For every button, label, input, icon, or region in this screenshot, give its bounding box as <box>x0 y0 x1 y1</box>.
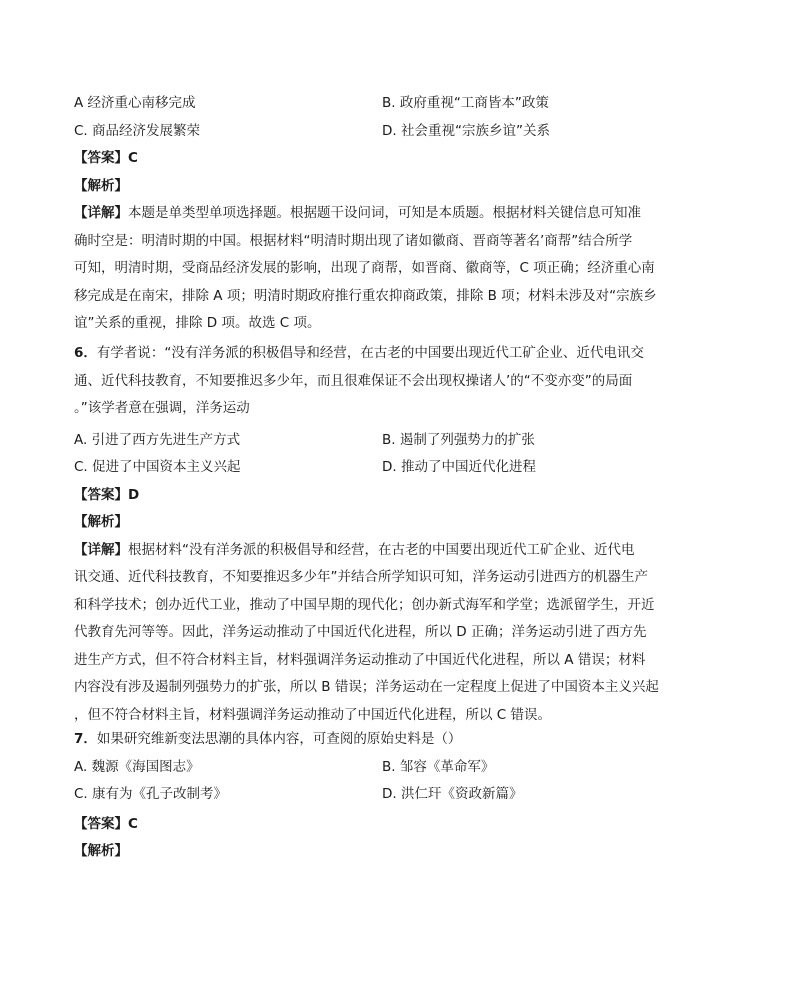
detail-line: 移完成是在南宋，排除 A 项；明清时期政府推行重农抑商政策，排除 B 项；材料未涉及对“宗族乡 <box>74 287 657 304</box>
detail-line: ，但不符合材料主旨，材料强调洋务运动推动了中国近代化进程，所以 C 错误。 <box>74 706 552 723</box>
detail-line: 代教育先河等等。因此，洋务运动推动了中国近代化进程，所以 D 正确；洋务运动引进了西方先 <box>74 624 647 640</box>
detail-line: 进生产方式，但不符合材料主旨，材料强调洋务运动推动了中国近代化进程，所以 A 错误；材料 <box>74 651 646 668</box>
detail-line: 可知，明清时期，受商品经济发展的影响，出现了商帮，如晋商、徽商等，C 项正确；经济重心南 <box>74 260 655 276</box>
stem-line: 。”该学者意在强调，洋务运动 <box>74 400 250 416</box>
options-row-2 <box>74 118 722 146</box>
option-a: A. 魏源《海国图志》 <box>74 758 200 775</box>
question-5 <box>74 90 722 338</box>
option-b: B. 邹容《革命军》 <box>382 758 495 775</box>
analysis-tag: 【解析】 <box>74 177 128 194</box>
analysis-heading <box>74 509 722 537</box>
stem-line: 有学者说：“没有洋务派的积极倡导和经营，在古老的中国要出现近代工矿企业、近代电讯交 <box>96 345 644 361</box>
options-row-1 <box>74 90 722 118</box>
detail-line: 本题是单类型单项选择题。根据题干设问词，可知是本质题。根据材料关键信息可知准 <box>128 205 641 221</box>
option-d: D. 社会重视“宗族乡谊”关系 <box>382 122 550 139</box>
detail-line: 和科学技术；创办近代工业，推动了中国早期的现代化；创办新式海军和学堂；选派留学生，开近 <box>74 596 655 613</box>
answer-line <box>74 811 722 839</box>
stem-line: 通、近代科技教育，不知要推迟多少年，而且很难保证不会出现权操诸人’的“不变亦变”的局面 <box>74 372 633 389</box>
analysis-tag: 【解析】 <box>74 843 128 859</box>
options-row-2 <box>74 781 722 809</box>
detail-paragraph <box>74 537 722 730</box>
detail-line: 谊”关系的重视，排除 D 项。故选 C 项。 <box>74 315 321 331</box>
option-b: B. 遏制了列强势力的扩张 <box>382 431 535 448</box>
option-d: D. 洪仁玕《资政新篇》 <box>382 786 523 802</box>
detail-line: 根据材料“没有洋务派的积极倡导和经营，在古老的中国要出现近代工矿企业、近代电 <box>128 541 635 558</box>
question-stem <box>74 726 722 754</box>
answer-value: D <box>128 486 140 503</box>
detail-tag: 【详解】 <box>74 205 128 221</box>
option-a: A. 引进了西方先进生产方式 <box>74 431 241 448</box>
detail-tag: 【详解】 <box>74 541 128 558</box>
answer-line <box>74 482 722 510</box>
answer-tag: 【答案】 <box>74 486 128 503</box>
options-row-1 <box>74 754 722 782</box>
option-b: B. 政府重视“工商皆本”政策 <box>382 95 549 111</box>
option-a: A 经济重心南移完成 <box>74 95 196 111</box>
detail-paragraph <box>74 200 722 338</box>
question-number: 6． <box>74 345 97 361</box>
answer-line <box>74 145 722 173</box>
question-number: 7． <box>74 731 97 747</box>
analysis-heading <box>74 173 722 201</box>
analysis-heading <box>74 838 722 866</box>
analysis-tag: 【解析】 <box>74 514 128 530</box>
options-row-1 <box>74 427 722 455</box>
detail-line: 确时空是：明清时期的中国。根据材料“明清时期出现了诸如徽商、晋商等著名’商帮”结合所学 <box>74 232 633 249</box>
stem-text: 如果研究维新变法思潮的具体内容，可查阅的原始史料是（） <box>96 731 462 747</box>
detail-line: 内容没有涉及遏制列强势力的扩张，所以 B 错误；洋务运动在一定程度上促进了中国资本主义兴起 <box>74 679 659 695</box>
answer-value: C <box>128 150 138 166</box>
option-c: C. 促进了中国资本主义兴起 <box>74 459 241 475</box>
option-c: C. 商品经济发展繁荣 <box>74 122 201 139</box>
detail-line: 讯交通、近代科技教育，不知要推迟多少年”并结合所学知识可知，洋务运动引进西方的机器生产 <box>74 569 648 585</box>
options-row-2 <box>74 454 722 482</box>
question-stem <box>74 340 722 423</box>
option-c: C. 康有为《孔子改制考》 <box>74 786 228 802</box>
option-d: D. 推动了中国近代化进程 <box>382 459 536 475</box>
answer-tag: 【答案】 <box>74 815 128 832</box>
question-6 <box>74 340 722 729</box>
answer-value: C <box>128 815 138 832</box>
question-7 <box>74 726 722 866</box>
answer-tag: 【答案】 <box>74 150 128 166</box>
